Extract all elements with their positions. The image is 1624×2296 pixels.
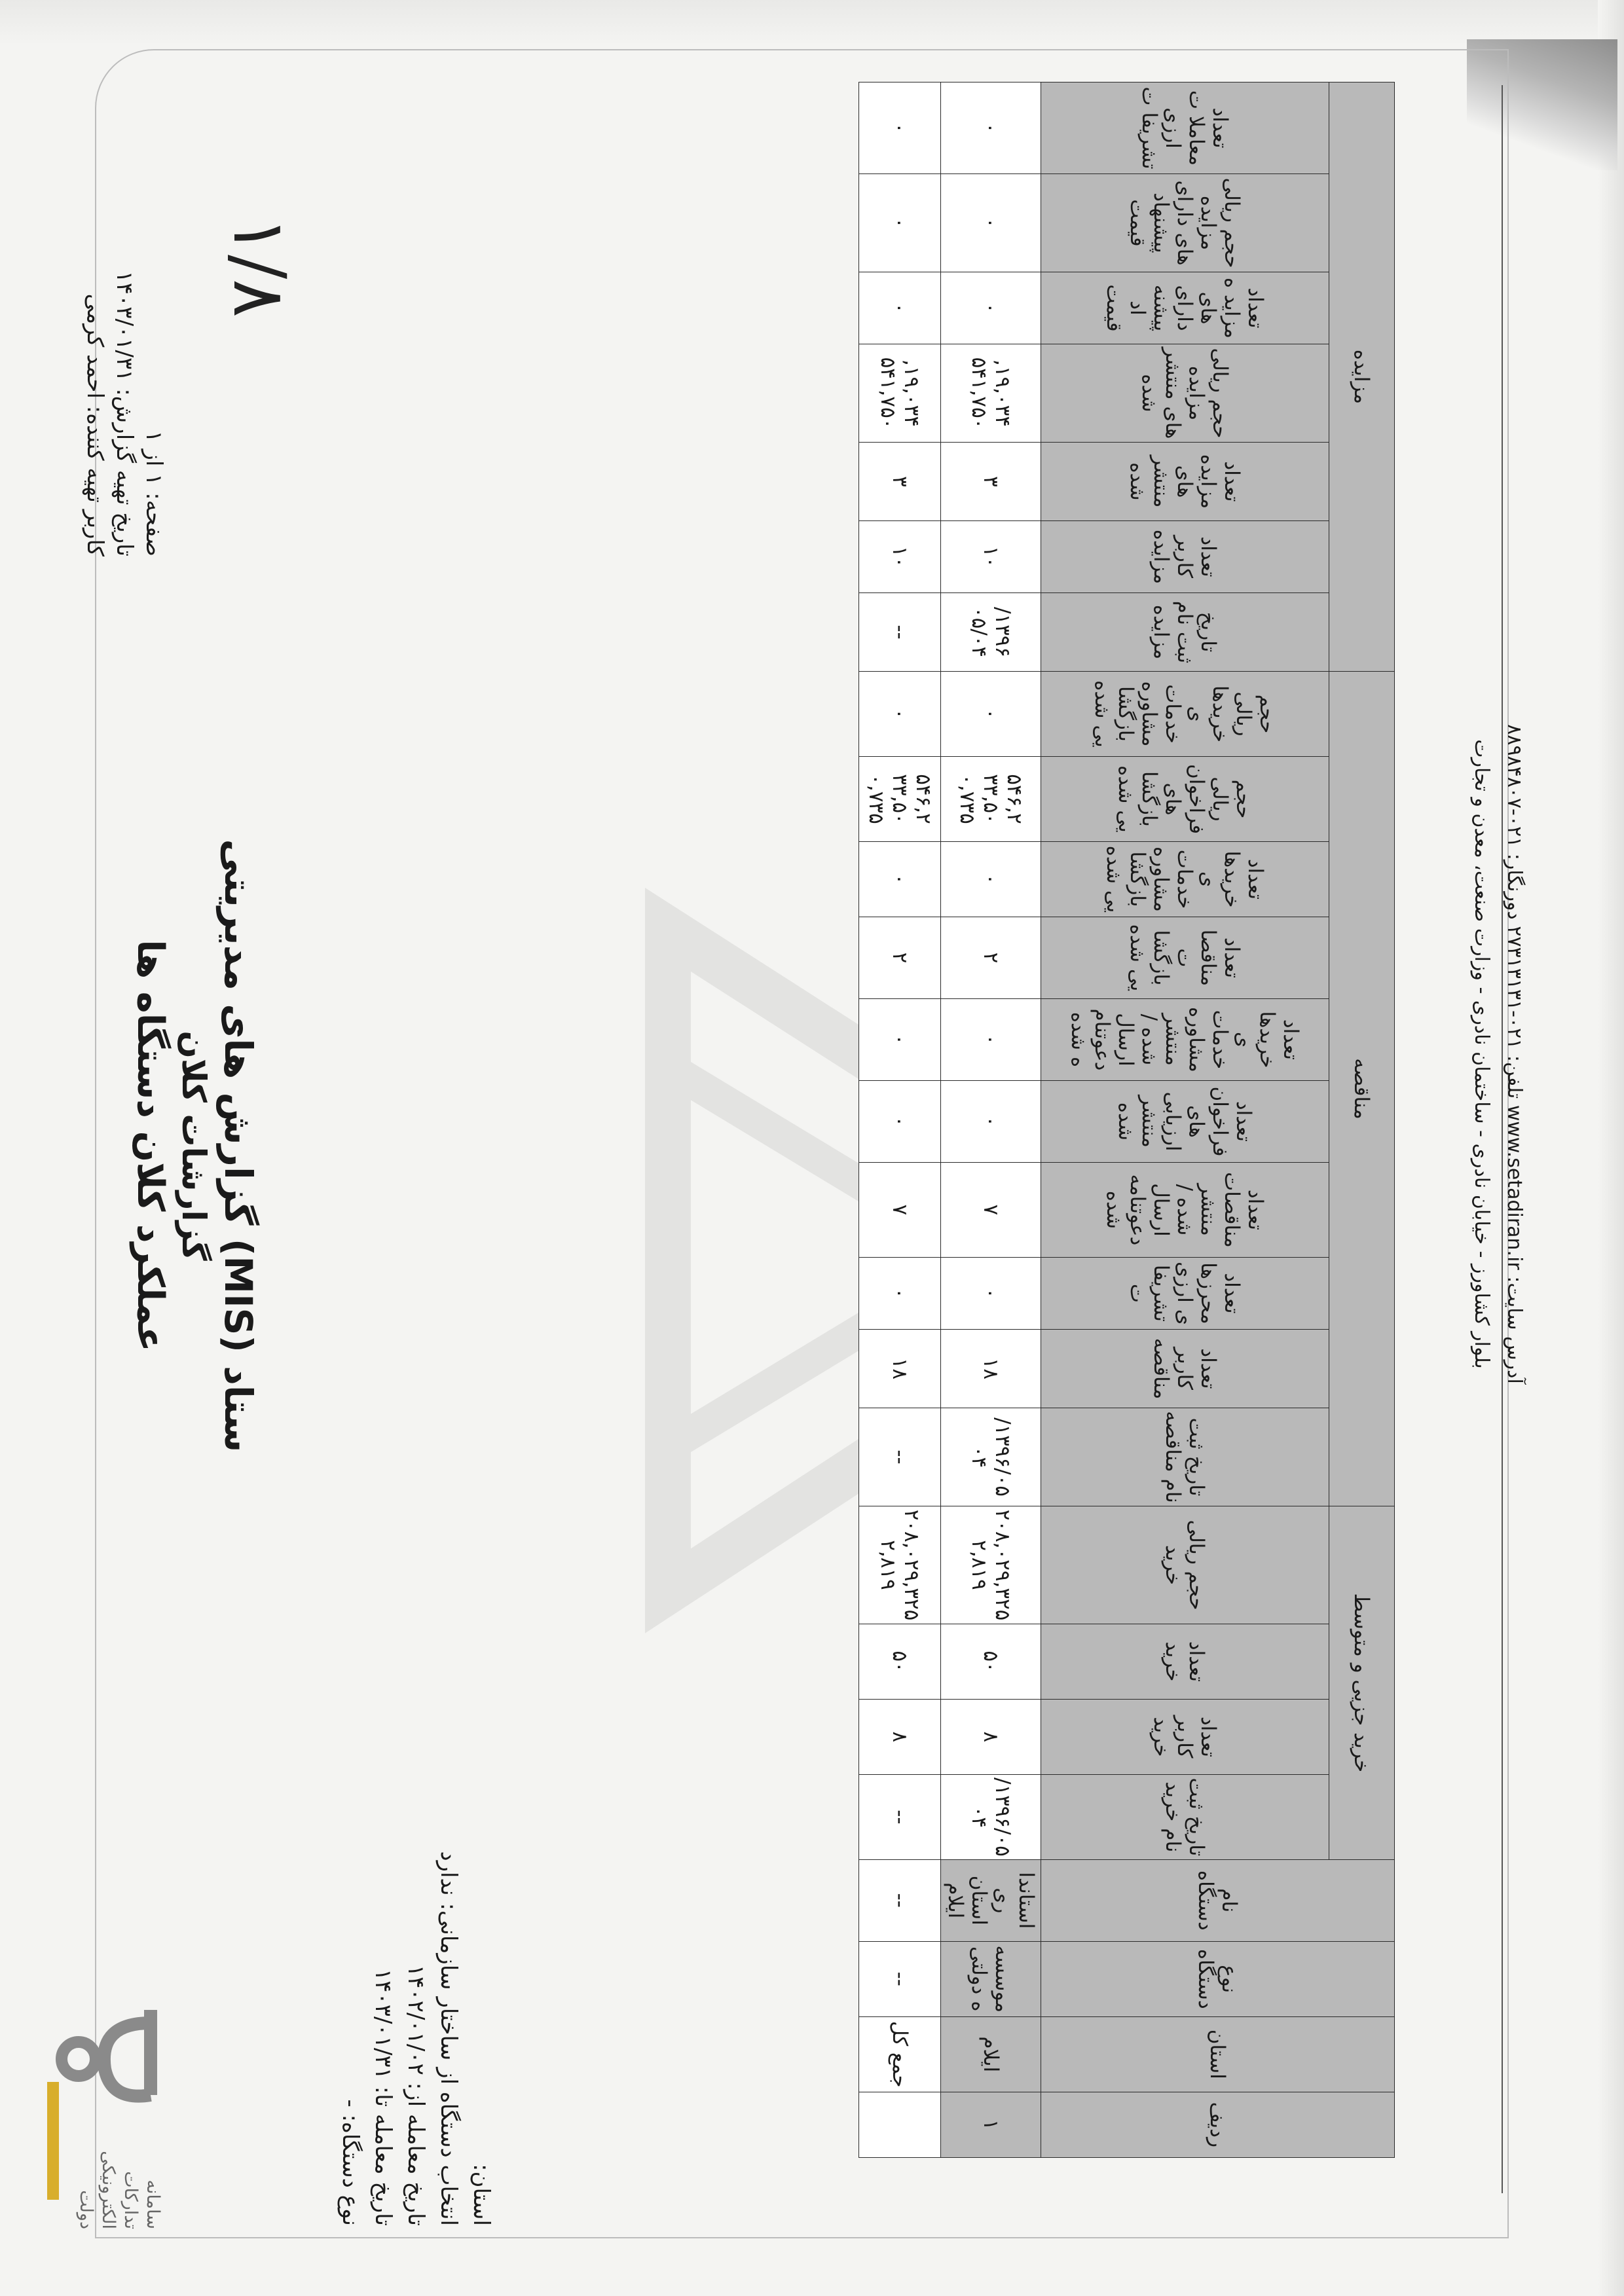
filter-province: استان: xyxy=(468,2164,494,2226)
sub-header-tender-opened-volume: حجم ریالی فراخوان های بازگشا یی شده xyxy=(1041,757,1329,842)
sub-header-auction-confidential: تعداد معاملا ت ارزی تشریفا ت xyxy=(1041,82,1329,174)
cell-org-name: -- xyxy=(859,1859,941,1941)
title-main: گزارش های مدیریتی (MIS) ستاد xyxy=(216,839,261,1453)
cell-org-name: استاندا ری استان ایلام xyxy=(941,1859,1041,1941)
header-province: استان xyxy=(1041,2016,1395,2092)
cell-sm-purchase-count: ۵۰ xyxy=(859,1624,941,1700)
header-small-medium-purchase: خرید جزیی و متوسط xyxy=(1329,1506,1395,1860)
cell-auction-user-count: ۱۰ xyxy=(859,521,941,593)
cell-total-label: جمع کل xyxy=(859,2016,941,2092)
cell-tender-opened-volume: ۵۴۶,۲ ۳۳,۵۰ ۰,۷۳۵ xyxy=(859,757,941,842)
logo-text-3: الکترونیکی xyxy=(98,2151,119,2229)
logo-text-1: سامانه xyxy=(143,2179,163,2229)
cell-org-type: -- xyxy=(859,1941,941,2016)
cell-tender-consulting-volume: ۰ xyxy=(859,672,941,757)
table-row xyxy=(941,82,1041,2158)
logo-accent-bar xyxy=(47,2082,59,2200)
cell-tender-opened: ۲ xyxy=(941,917,1041,999)
sub-header-auction-published-volume: حجم ریالی مزایده های منتشر شده xyxy=(1041,344,1329,443)
logo-mark-icon xyxy=(46,1997,177,2108)
header-org-type: نوع دستگاه xyxy=(1041,1941,1395,2016)
report-title xyxy=(127,655,262,1637)
sub-header-sm-volume: حجم ریالی خرید xyxy=(1041,1506,1329,1624)
sub-header-tender-consulting-opened: تعداد خریدها ی خدمات مشاوره بازگشا یی شده xyxy=(1041,842,1329,917)
cell-auction-published-volume: ۱۹,۰۳۴, ۵۴۱,۷۵۰ xyxy=(941,344,1041,443)
cell-auction-confidential: ۰ xyxy=(941,82,1041,174)
cell-sm-volume: ۲۰۸,۰۲۹,۳۲۵ ۲,۸۱۹ xyxy=(941,1506,1041,1624)
sub-header-auction-published: تعداد مزایده های منتشر شده xyxy=(1041,443,1329,521)
cell-sm-purchase-count: ۵۰ xyxy=(941,1624,1041,1700)
cell-auction-published: ۳ xyxy=(859,443,941,521)
cell-tender-confidential: ۰ xyxy=(941,1258,1041,1330)
cell-tender-consulting-published: ۰ xyxy=(859,999,941,1081)
cell-tender-reg-date: ۱۳۹۶/۰۵/ ۰۴ xyxy=(941,1408,1041,1506)
cell-auction-reg-date: -- xyxy=(859,593,941,672)
cell-auction-with-bids: ۰ xyxy=(941,272,1041,344)
cell-sm-reg-date: ۱۳۹۶/۰۵/ ۰۴ xyxy=(941,1775,1041,1860)
page-number: صفحه: ۱ از ۱ xyxy=(141,430,167,556)
cell-tender-consulting-volume: ۰ xyxy=(941,672,1041,757)
title-report-name: عملکرد کلان دستگاه ها xyxy=(129,939,172,1352)
cell-sm-reg-date: -- xyxy=(859,1775,941,1860)
cell-tender-consulting-opened: ۰ xyxy=(859,842,941,917)
cell-tender-opened-volume: ۵۴۶,۲ ۳۳,۵۰ ۰,۷۳۵ xyxy=(941,757,1041,842)
setad-logo xyxy=(39,1997,177,2232)
filter-org-selection: انتخاب دستگاه از ساختار سازمانی: ندارد xyxy=(435,1851,462,2226)
footer-contact: آدرس سایت: www.setadiran.ir تلفن: ۰۲۱-۲۷۳۱۳۱۳۱ دورنگار: ۰۲۱-۸۸۹۸۴۸۰۷ xyxy=(1503,724,1526,1384)
sub-header-tender-opened: تعداد مناقصا ت بازگشا یی شده xyxy=(1041,917,1329,999)
title-sub: گزارشات کلان xyxy=(175,1030,213,1261)
cell-sm-user-count: ۸ xyxy=(941,1700,1041,1775)
cell-auction-bid-volume: ۰ xyxy=(859,174,941,272)
cell-sm-user-count: ۸ xyxy=(859,1700,941,1775)
cell-tender-user-count: ۱۸ xyxy=(859,1330,941,1408)
cell-auction-published: ۳ xyxy=(941,443,1041,521)
cell-row-number: ۱ xyxy=(941,2092,1041,2157)
cell-tender-consulting-published: ۰ xyxy=(941,999,1041,1081)
cell-row-number xyxy=(859,2092,941,2157)
cell-auction-with-bids: ۰ xyxy=(859,272,941,344)
sub-header-auction-user-count: تعداد کاربر مزایده xyxy=(1041,521,1329,593)
cell-province: ایلام xyxy=(941,2016,1041,2092)
filter-date-from: تاریخ معامله از: ۱۴۰۲/۰۱/۰۲ xyxy=(403,1964,429,2226)
header-org-name: نام دستگاه xyxy=(1041,1859,1395,1941)
performance-table xyxy=(858,82,1395,2158)
sub-header-tender-user-count: تعداد کاربر مناقصه xyxy=(1041,1330,1329,1408)
filter-org-type: نوع دستگاه: - xyxy=(337,2099,363,2226)
cell-tender-published: ۷ xyxy=(859,1163,941,1258)
sub-header-tender-evaluation: تعداد فراخوان های ارزیابی منتشر شده xyxy=(1041,1081,1329,1163)
header-auction: مزایده xyxy=(1329,82,1395,672)
cell-tender-evaluation: ۰ xyxy=(941,1081,1041,1163)
table-total-row xyxy=(859,82,941,2158)
sub-header-tender-consulting-published: تعداد خریدها ی خدمات مشاوره منتشر شده / ارسال دعوتنام ه شده xyxy=(1041,999,1329,1081)
header-row-number: ردیف xyxy=(1041,2092,1395,2157)
cell-auction-bid-volume: ۰ xyxy=(941,174,1041,272)
footer-address: بلوار کشاورز - خیابان نادری - ساختمان نادری - وزارت صنعت، معدن و تجارت xyxy=(1470,739,1493,1369)
cell-auction-reg-date: ۱۳۹۶/ ۰۵/۰۴ xyxy=(941,593,1041,672)
sub-header-sm-user-count: تعداد کاربر خرید xyxy=(1041,1700,1329,1775)
cell-sm-volume: ۲۰۸,۰۲۹,۳۲۵ ۲,۸۱۹ xyxy=(859,1506,941,1624)
prepared-by: کاربر تهیه کننده: احمد کرمی xyxy=(82,293,108,556)
logo-text-2: تدارکات xyxy=(120,2171,141,2229)
cell-auction-published-volume: ۱۹,۰۳۴, ۵۴۱,۷۵۰ xyxy=(859,344,941,443)
cell-tender-confidential: ۰ xyxy=(859,1258,941,1330)
filter-block xyxy=(334,1440,498,2226)
report-date: تاریخ تهیه گزارش: ۱۴۰۳/۰۱/۳۱ xyxy=(111,270,138,556)
cell-tender-consulting-opened: ۰ xyxy=(941,842,1041,917)
cell-auction-confidential: ۰ xyxy=(859,82,941,174)
sub-header-auction-reg-date: تاریخ ثبت نام مزایده xyxy=(1041,593,1329,672)
sub-header-sm-reg-date: تاریخ ثبت نام خرید xyxy=(1041,1775,1329,1860)
sub-header-auction-with-bids: تعداد مزاید ه های دارای پیشنه اد قیمت xyxy=(1041,272,1329,344)
cell-tender-evaluation: ۰ xyxy=(859,1081,941,1163)
sub-header-tender-published: تعداد مناقصات منتشر شده /ارسال دعوتنامه شده xyxy=(1041,1163,1329,1258)
cell-auction-user-count: ۱۰ xyxy=(941,521,1041,593)
sub-header-tender-confidential: تعداد محرزها ی ارزی تشریفا ت xyxy=(1041,1258,1329,1330)
cell-tender-published: ۷ xyxy=(941,1163,1041,1258)
header-tender: مناقصه xyxy=(1329,672,1395,1506)
logo-text-4: دولت xyxy=(76,2190,96,2229)
cell-tender-user-count: ۱۸ xyxy=(941,1330,1041,1408)
handwritten-note: ۱/۸ xyxy=(217,216,301,318)
filter-date-to: تاریخ معامله تا: ۱۴۰۳/۰۱/۳۱ xyxy=(370,1968,396,2226)
sub-header-auction-bid-volume: حجم ریالی مزایده های دارای پیشنهاد قیمت xyxy=(1041,174,1329,272)
sub-header-tender-consulting-volume: حجم ریالی خریدها ی خدمات مشاوره بازگشا یی شده xyxy=(1041,672,1329,757)
cell-tender-reg-date: -- xyxy=(859,1408,941,1506)
cell-org-type: موسسه ه دولتی xyxy=(941,1941,1041,2016)
sub-header-tender-reg-date: تاریخ ثبت نام مناقصه xyxy=(1041,1408,1329,1506)
cell-tender-opened: ۲ xyxy=(859,917,941,999)
sub-header-sm-purchase-count: تعداد خرید xyxy=(1041,1624,1329,1700)
